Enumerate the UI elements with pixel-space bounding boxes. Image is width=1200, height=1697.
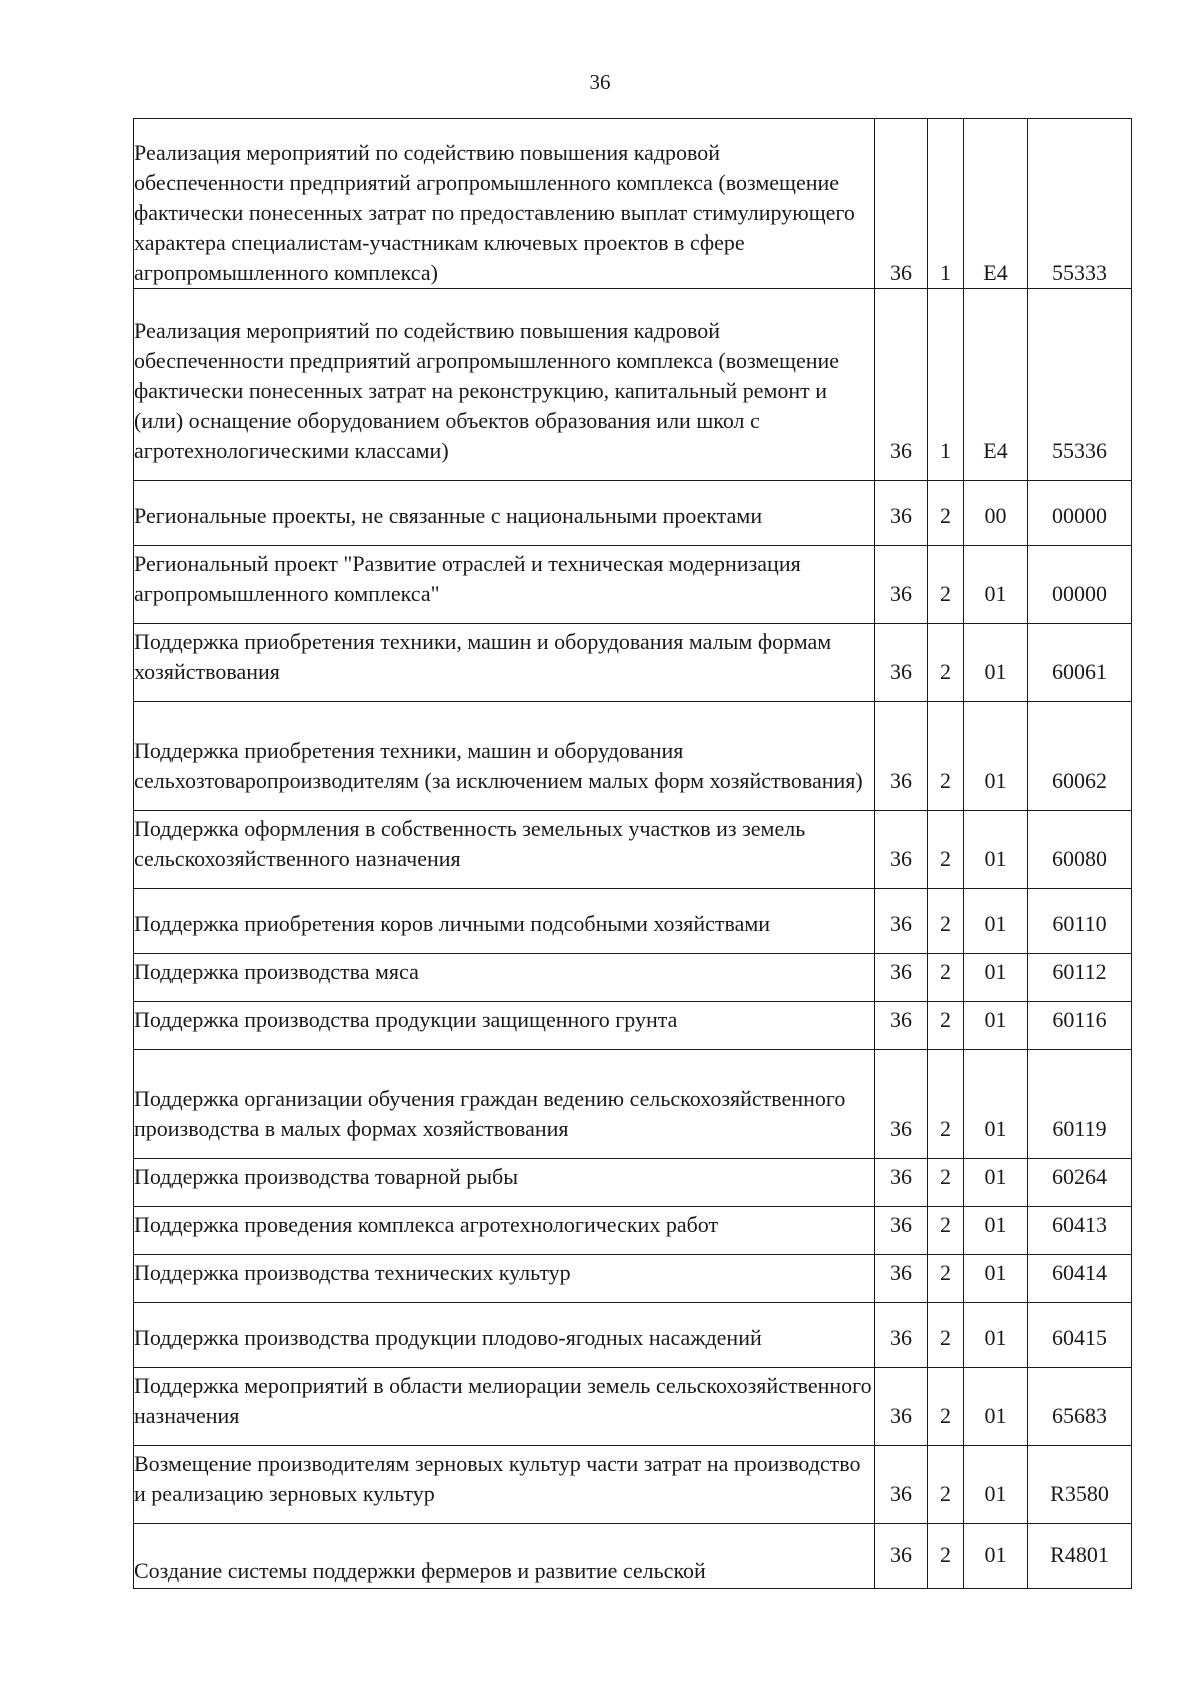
row-name: Поддержка приобретения коров личными подсобными хозяйствами <box>134 889 875 954</box>
code-cell: 36 <box>875 119 928 289</box>
row-name: Поддержка оформления в собственность земельных участков из земель сельскохозяйственного назначения <box>134 811 875 889</box>
row-name: Поддержка приобретения техники, машин и оборудования малым формам хозяйствования <box>134 624 875 702</box>
code-cell: 01 <box>964 702 1028 811</box>
code-cell: Е4 <box>964 289 1028 481</box>
code-cell: 1 <box>928 119 964 289</box>
table-row <box>134 889 1132 954</box>
table-row <box>134 702 1132 811</box>
code-cell: 01 <box>964 546 1028 624</box>
code-cell: 2 <box>928 1159 964 1207</box>
code-cell: 60062 <box>1028 702 1132 811</box>
code-cell: 60414 <box>1028 1255 1132 1303</box>
code-cell: 01 <box>964 954 1028 1002</box>
code-cell: 36 <box>875 1159 928 1207</box>
code-cell: 2 <box>928 1446 964 1524</box>
code-cell: 60112 <box>1028 954 1132 1002</box>
code-cell: 2 <box>928 1207 964 1255</box>
table-row <box>134 289 1132 481</box>
code-cell: 2 <box>928 624 964 702</box>
row-name: Реализация мероприятий по содействию повышения кадровой обеспеченности предприятий агропромышленного комплекса (возмещение фактически понесенных затрат по предоставлению выплат стимулирующего характера специалистам-участникам ключевых проектов в сфере агропромышленного комплекса) <box>134 119 875 289</box>
code-cell: 36 <box>875 1303 928 1368</box>
code-cell: 2 <box>928 481 964 546</box>
budget-codes-table <box>133 118 1132 1589</box>
code-cell: 2 <box>928 1303 964 1368</box>
code-cell: 01 <box>964 1207 1028 1255</box>
code-cell: 60116 <box>1028 1002 1132 1050</box>
code-cell: 00000 <box>1028 546 1132 624</box>
code-cell: 2 <box>928 1524 964 1589</box>
table-row <box>134 1446 1132 1524</box>
code-cell: 55333 <box>1028 119 1132 289</box>
code-cell: 36 <box>875 1255 928 1303</box>
code-cell: 60061 <box>1028 624 1132 702</box>
code-cell: 2 <box>928 1368 964 1446</box>
code-cell: 36 <box>875 1207 928 1255</box>
code-cell: 60415 <box>1028 1303 1132 1368</box>
table-row <box>134 481 1132 546</box>
code-cell: 36 <box>875 546 928 624</box>
row-name: Поддержка проведения комплекса агротехнологических работ <box>134 1207 875 1255</box>
code-cell: 36 <box>875 889 928 954</box>
code-cell: 65683 <box>1028 1368 1132 1446</box>
code-cell: 01 <box>964 1303 1028 1368</box>
code-cell: 2 <box>928 1002 964 1050</box>
code-cell: 2 <box>928 811 964 889</box>
code-cell: 01 <box>964 1050 1028 1159</box>
code-cell: 36 <box>875 1524 928 1589</box>
table-row <box>134 1255 1132 1303</box>
code-cell: 2 <box>928 889 964 954</box>
code-cell: Е4 <box>964 119 1028 289</box>
table-row <box>134 546 1132 624</box>
row-name: Поддержка производства мяса <box>134 954 875 1002</box>
code-cell: 2 <box>928 1050 964 1159</box>
row-name: Региональный проект "Развитие отраслей и техническая модернизация агропромышленного комплекса" <box>134 546 875 624</box>
table-row <box>134 1050 1132 1159</box>
row-name: Поддержка производства продукции защищенного грунта <box>134 1002 875 1050</box>
code-cell: R3580 <box>1028 1446 1132 1524</box>
table-row <box>134 119 1132 289</box>
code-cell: 36 <box>875 954 928 1002</box>
code-cell: 60264 <box>1028 1159 1132 1207</box>
table-row <box>134 954 1132 1002</box>
code-cell: 01 <box>964 624 1028 702</box>
row-name: Поддержка организации обучения граждан ведению сельскохозяйственного производства в малых формах хозяйствования <box>134 1050 875 1159</box>
code-cell: 01 <box>964 889 1028 954</box>
code-cell: 36 <box>875 1446 928 1524</box>
code-cell: 01 <box>964 811 1028 889</box>
table-row <box>134 1159 1132 1207</box>
table-row <box>134 1207 1132 1255</box>
code-cell: 36 <box>875 1002 928 1050</box>
table-row <box>134 811 1132 889</box>
code-cell: 55336 <box>1028 289 1132 481</box>
code-cell: 2 <box>928 546 964 624</box>
table-row <box>134 1303 1132 1368</box>
code-cell: 01 <box>964 1368 1028 1446</box>
code-cell: 36 <box>875 481 928 546</box>
row-name: Поддержка приобретения техники, машин и оборудования сельхозтоваропроизводителям (за исключением малых форм хозяйствования) <box>134 702 875 811</box>
code-cell: 60413 <box>1028 1207 1132 1255</box>
code-cell: 01 <box>964 1002 1028 1050</box>
code-cell: 60110 <box>1028 889 1132 954</box>
code-cell: 2 <box>928 1255 964 1303</box>
code-cell: 36 <box>875 1050 928 1159</box>
row-name: Реализация мероприятий по содействию повышения кадровой обеспеченности предприятий агропромышленного комплекса (возмещение фактически понесенных затрат на реконструкцию, капитальный ремонт и (или) оснащение оборудованием объектов образования или школ с агротехнологическими классами) <box>134 289 875 481</box>
table-row <box>134 624 1132 702</box>
code-cell: 01 <box>964 1255 1028 1303</box>
code-cell: 36 <box>875 624 928 702</box>
page-number: 36 <box>589 70 611 94</box>
code-cell: 36 <box>875 1368 928 1446</box>
code-cell: 60080 <box>1028 811 1132 889</box>
code-cell: 36 <box>875 702 928 811</box>
row-name: Поддержка производства товарной рыбы <box>134 1159 875 1207</box>
row-name: Поддержка производства технических культур <box>134 1255 875 1303</box>
code-cell: 00000 <box>1028 481 1132 546</box>
code-cell: 2 <box>928 702 964 811</box>
code-cell: R4801 <box>1028 1524 1132 1589</box>
table-row <box>134 1368 1132 1446</box>
table-row <box>134 1002 1132 1050</box>
table-row <box>134 1524 1132 1589</box>
code-cell: 01 <box>964 1524 1028 1589</box>
code-cell: 2 <box>928 954 964 1002</box>
row-name: Возмещение производителям зерновых культур части затрат на производство и реализацию зерновых культур <box>134 1446 875 1524</box>
code-cell: 00 <box>964 481 1028 546</box>
row-name: Региональные проекты, не связанные с национальными проектами <box>134 481 875 546</box>
row-name: Поддержка мероприятий в области мелиорации земель сельскохозяйственного назначения <box>134 1368 875 1446</box>
code-cell: 01 <box>964 1446 1028 1524</box>
code-cell: 36 <box>875 289 928 481</box>
code-cell: 60119 <box>1028 1050 1132 1159</box>
code-cell: 1 <box>928 289 964 481</box>
row-name: Поддержка производства продукции плодово-ягодных насаждений <box>134 1303 875 1368</box>
row-name: Создание системы поддержки фермеров и развитие сельской <box>134 1524 875 1589</box>
code-cell: 36 <box>875 811 928 889</box>
code-cell: 01 <box>964 1159 1028 1207</box>
